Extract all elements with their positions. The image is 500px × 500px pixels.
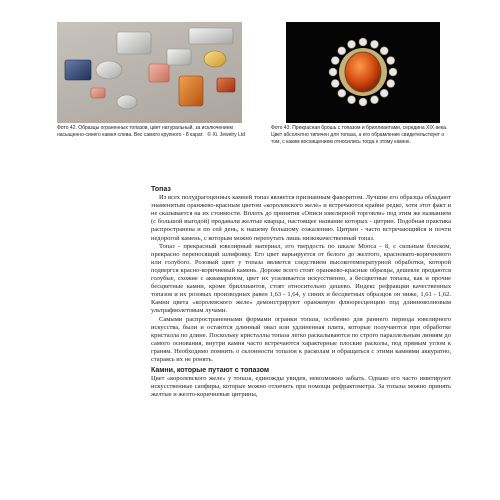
brooch-diamond (389, 68, 397, 76)
brooch-diamond (331, 57, 339, 65)
orange-gem (179, 76, 203, 106)
clear-gem-2 (189, 28, 233, 44)
article-body (151, 186, 451, 399)
article-paragraph-2: Топаз - прекрасный ювелирный материал, его твердость по шкале Мооса - 8, с сильным блеском, прекрасно переносящий шлифовку. Его цвет варьируется от белого до желтого, красновато-коричневого или голубого. Розовый цвет у топаза является следствием высокотемпературной обработки, которой подвергся красно-коричневый камень. Дороже всего стоят оранжево-красные образцы, дешевле продаются голубые, схожие с аквамарином, цвет их усиливается искусственно, а бесцветные топазы, как и прочие бесцветные камни, кроме бриллиантов, стоят относительно дешево. Индекс рефракции качественных топазов и их розовых производных равен 1,63 - 1,64, у синих и бесцветных образцов он ниже, 1,61 - 1,62. Камни цвета «королевского желе» демонстрируют оранжевую флюоресценцию под длинноволновым ультрафиолетовым лучами. (151, 242, 451, 315)
brooch-diamond (338, 89, 346, 97)
clear-oval-gem (96, 61, 122, 79)
brooch-diamond (359, 38, 367, 46)
brooch-diamond (348, 40, 356, 48)
article-heading: Топаз (151, 186, 171, 193)
brooch-diamond (370, 40, 378, 48)
small-clear-oval-gem (117, 95, 137, 109)
photo-43-caption: Фото 43. Прекрасная брошь с топазом и бриллиантами, середина XIX века. Цвет абсолютно типичен для топаза, а его обрамление свидетельствует о том, с каким восхищением относились тогда к этому камню. (271, 125, 448, 145)
topaz-gems-image (57, 22, 242, 123)
brooch-diamond (380, 47, 388, 55)
brooch-diamond (329, 68, 337, 76)
pink-gem (149, 64, 169, 82)
article-subheading: Камни, которые путают с топазом (151, 367, 270, 375)
brooch-diamond (387, 79, 395, 87)
photo-42-caption-text: Фото 42. Образцы ограненных топазов, цвет натуральный, за исключением насыщенно-синего камня слева. Вес самого крупного - 8 карат. (57, 125, 233, 138)
yellow-oval-gem (204, 51, 226, 67)
clear-gem-3 (167, 49, 191, 65)
brooch-diamond (338, 47, 346, 55)
center-topaz (345, 52, 381, 92)
photo-42-credit: © Xi. Jewelry Ltd (207, 132, 245, 138)
blue-gem (65, 60, 91, 80)
brooch-diamond (348, 96, 356, 104)
brooch-diamond (380, 89, 388, 97)
clear-gem-1 (117, 32, 151, 54)
article-sub-paragraph: Цвет «королевского желе» у топаза, единожды увидев, невозможно забыть. Однако его часто имитируют искусственные сапфиры, которые можно отличить при помощи рефрактометра. За топазы можно принять желтые и желто-коричневые цитрины, (151, 375, 451, 399)
brooch-diamond (359, 98, 367, 106)
small-pink-gem (91, 88, 105, 98)
red-brown-gem (217, 78, 235, 92)
article-paragraph-3: Самыми распространенными формами огранки топаза, особенно для раннего периода ювелирного искусства, были и остаются длинный овал или удлиненная плита, которые получаются при обработке кристалла по длине. Поскольку кристаллы топаза легко раскалываются по строго параллельным линиям до самого основания, внутри камня часто встречаются характерные плоские расколы, под прямым углом к граням. Необходимо помнить о склонности топазов к расколам и обращаться с этими камнями аккуратно, стараясь их не ронять. (151, 315, 451, 363)
article-paragraph-1: Из всех полудрагоценных камней топаз является признанным фаворитом. Лучшие его образцы обладают знаменитым оранжево-красным цветом «королевского желе» и встречаются крайне редко, хотя этот факт и не сказывается на их стоимости. Вплоть до принятия «Описи ювелирной торговли» под этим же названием (с большой выгодой) продавали желтые кварцы, настоящее название которых - цитрин. Подобная практика распространена и по сей день, к нашему большому сожалению. Цитрин - часто встречающийся и почти недорогой камень, с которым можно перепутать лишь низкокачественный топаз. (151, 194, 451, 242)
photo-42-caption (57, 125, 245, 139)
photo-topaz-samples (57, 22, 242, 123)
photo-topaz-brooch (286, 22, 440, 123)
brooch-diamond (331, 79, 339, 87)
brooch-image (286, 22, 440, 123)
brooch-diamond (370, 96, 378, 104)
brooch-diamond (387, 57, 395, 65)
